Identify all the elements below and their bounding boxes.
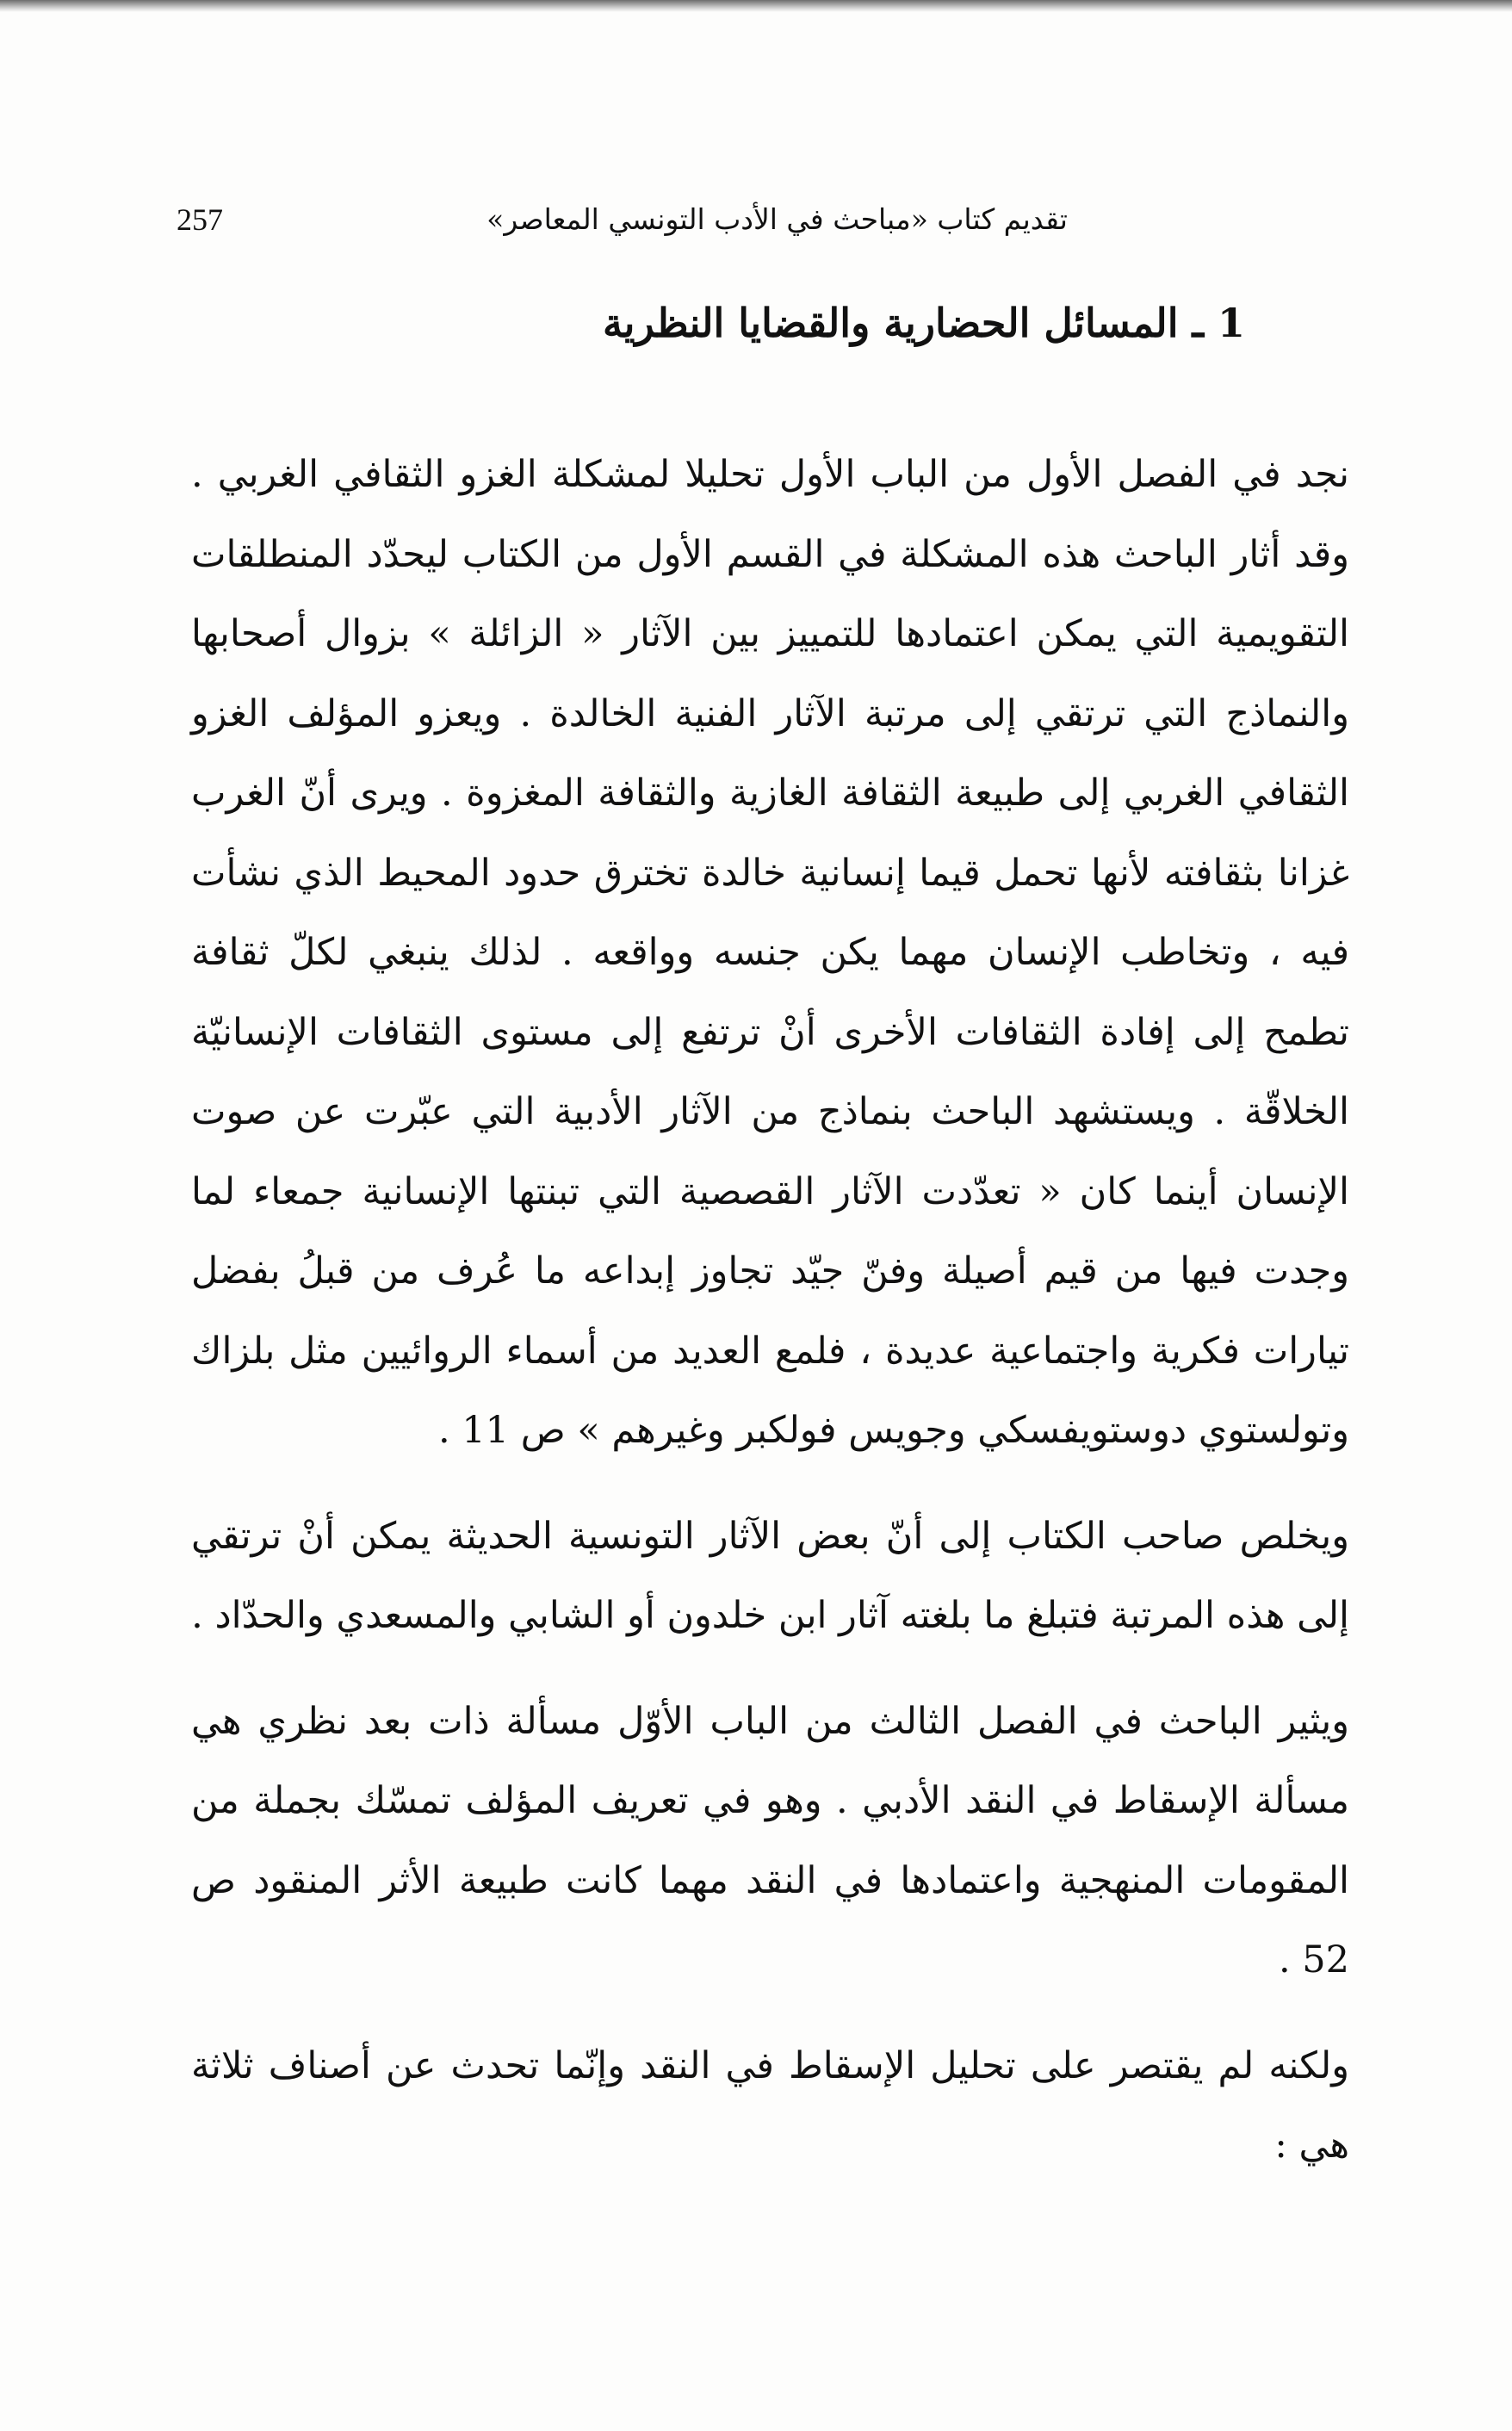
page-number: 257 <box>177 202 223 237</box>
paragraph: نجد في الفصل الأول من الباب الأول تحليلا لمشكلة الغزو الثقافي الغربي . وقد أثار الباحث هذه المشكلة في القسم الأول من الكتاب ليحدّد المنطلقات التقويمية التي يمكن اعتمادها للتمييز بين الآثار « الزائلة » بزوال أصحابها والنماذج التي ترتقي إلى مرتبة الآثار الفنية الخالدة . ويعزو المؤلف الغزو الثقافي الغربي إلى طبيعة الثقافة الغازية والثقافة المغزوة . ويرى أنّ الغرب غزانا بثقافته لأنها تحمل قيما إنسانية خالدة تخترق حدود المحيط الذي نشأت فيه ، وتخاطب الإنسان مهما يكن جنسه وواقعه . لذلك ينبغي لكلّ ثقافة تطمح إلى إفادة الثقافات الأخرى أنْ ترتفع إلى مستوى الثقافات الإنسانيّة الخلاقّة . ويستشهد الباحث بنماذج من الآثار الأدبية التي عبّرت عن صوت الإنسان أينما كان « تعدّدت الآثار القصصية التي تبنتها الإنسانية جمعاء لما وجدت فيها من قيم أصيلة وفنّ جيّد تجاوز إبداعه ما عُرف من قبلُ بفضل تيارات فكرية واجتماعية عديدة ، فلمع العديد من أسماء الروائيين مثل بلزاك وتولستوي دوستويفسكي وجويس فولكبر وغيرهم » ص 11 . <box>191 453 1349 1452</box>
running-title: تقديم كتاب «مباحث في الأدب التونسي المعاصر» <box>486 202 1068 236</box>
paragraph: ولكنه لم يقتصر على تحليل الإسقاط في النقد وإنّما تحدث عن أصناف ثلاثة هي : <box>191 2043 1349 2167</box>
body-text <box>191 435 1349 2211</box>
paragraph: ويثير الباحث في الفصل الثالث من الباب الأوّل مسألة ذات بعد نظري هي مسألة الإسقاط في النقد الأدبي . وهو في تعريف المؤلف تمسّك بجملة من المقومات المنهجية واعتمادها في النقد مهما كانت طبيعة الأثر المنقود ص 52 . <box>191 1699 1349 1981</box>
paragraph: ويخلص صاحب الكتاب إلى أنّ بعض الآثار التونسية الحديثة يمكن أنْ ترتقي إلى هذه المرتبة فتبلغ ما بلغته آثار ابن خلدون أو الشابي والمسعدي والحدّاد . <box>191 1514 1349 1637</box>
scan-top-edge <box>0 0 1512 12</box>
page-header <box>177 194 1068 245</box>
section-heading: 1 ـ المسائل الحضارية والقضايا النظرية <box>603 300 1245 346</box>
